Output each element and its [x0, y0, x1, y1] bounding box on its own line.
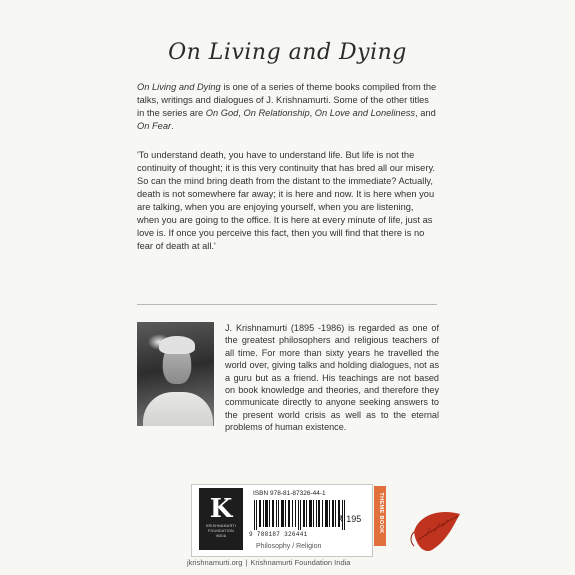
- category-label: Philosophy / Religion: [256, 543, 322, 550]
- book-title: On Living and Dying: [168, 40, 407, 65]
- intro-paragraph: [137, 81, 437, 133]
- author-bio: J. Krishnamurti (1895 -1986) is regarded as one of the greatest philosophers and religious teachers of all time. For more than sixty years he travelled the world over, giving talks and holding dialogues, not as a guru but as a friend. His teachings are not based on book knowledge and theories, and therefore they communicate directly to anyone seeking answers to the present world crisis as well as to the eternal problems of human existence.: [225, 323, 439, 433]
- logo-line-2: INDIA: [215, 534, 227, 538]
- price-label: ₹ 195: [338, 514, 362, 524]
- series-title-love: On Love and Loneliness: [314, 108, 416, 118]
- theme-book-tab: [374, 486, 386, 546]
- series-title-fear: On Fear: [137, 121, 172, 131]
- isbn-number: ISBN 978-81-87326-44-1: [253, 490, 326, 497]
- intro-separator: , and: [415, 108, 436, 118]
- series-title-relationship: On Relationship: [243, 108, 310, 118]
- publisher-logo: [199, 488, 243, 550]
- theme-book-label: THEME BOOK: [378, 492, 384, 534]
- website-link[interactable]: jkrishnamurti.org: [187, 558, 243, 567]
- quote-paragraph: 'To understand death, you have to understand life. But life is not the continuity of thought; it is this very continuity that has bred all our misery. So can the mind bring death from the distant to the immediate? Actually, death is not somewhere far away; it is here and now. It is here when you are talking, when you are enjoying yourself, when you are listening, when you are going to the office. It is here at every minute of life, just as love is. If once you perceive this fact, then you will find that there is no fear of death at all.': [137, 150, 435, 251]
- intro-end: .: [171, 121, 174, 131]
- footer-separator: |: [245, 558, 248, 567]
- intro-text: is one of a series of theme books compiled from the talks, writings and dialogues of J. Krishnamurti. Some of the other titles in the series are: [137, 82, 437, 118]
- intro-title-italic: On Living and Dying: [137, 82, 221, 92]
- logo-letter: K: [209, 494, 233, 524]
- series-title-god: On God: [205, 108, 239, 118]
- section-divider: [137, 304, 437, 305]
- intro-separator: ,: [238, 108, 244, 118]
- portrait-shirt: [143, 392, 213, 426]
- intro-separator: ,: [309, 108, 315, 118]
- barcode-digits: 9 788187 326441: [249, 531, 308, 538]
- logo-line-1: KRISHNAMURTI FOUNDATION: [205, 524, 237, 533]
- author-portrait: [137, 322, 214, 426]
- foundation-name: Krishnamurti Foundation India: [250, 558, 351, 567]
- leaf-icon: [408, 506, 468, 558]
- footer: [187, 558, 447, 567]
- portrait-hair: [159, 336, 195, 354]
- barcode-icon: [254, 500, 346, 530]
